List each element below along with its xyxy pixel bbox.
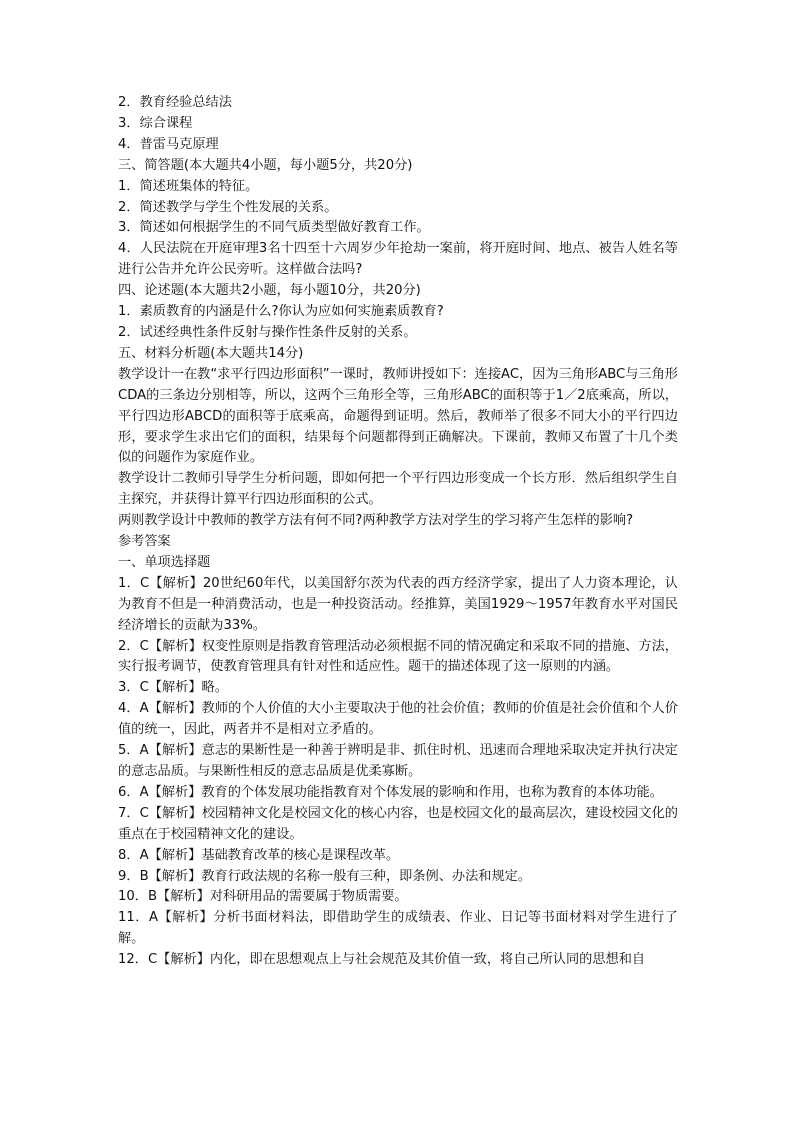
text-line: 2．简述教学与学生个性发展的关系。 [118, 199, 338, 215]
section-heading: 参考答案 [118, 534, 171, 550]
section-heading: 一、单项选择题 [118, 554, 211, 570]
answer-item: 12．C【解析】内化，即在思想观点上与社会规范及其价值一致，将自己所认同的思想和自 [118, 952, 646, 968]
paragraph: 教学设计二教师引导学生分析问题，即如何把一个平行四边形变成一个长方形．然后组织学生自主探究，并获得计算平行四边形面积的公式。 [118, 471, 678, 508]
answer-item: 3．C【解析】略。 [118, 680, 228, 696]
answer-item: 1．C【解析】20世纪60年代，以美国舒尔茨为代表的西方经济学家，提出了人力资本理论，认为教育不但是一种消费活动，也是一种投资活动。经推算，美国1929～1957年教育水平对国民经济增长的贡献为33%。 [118, 575, 678, 633]
text-line: 3．综合课程 [118, 115, 193, 131]
paragraph: 教学设计一在教“求平行四边形面积”一课时，教师讲授如下：连接AC，因为三角形ABC与三角形CDA的三条边分别相等，所以，这两个三角形全等，三角形ABC的面积等于1／2底乘高，所以，平行四边形ABCD的面积等于底乘高，命题得到证明。然后，教师举了很多不同大小的平行四边形，要求学生求出它们的面积，结果每个问题都得到正确解决。下课前，教师又布置了十几个类似的问题作为家庭作业。 [118, 366, 678, 466]
text-line: 2．教育经验总结法 [118, 95, 232, 110]
answer-item: 6．A【解析】教育的个体发展功能指教育对个体发展的影响和作用，也称为教育的本体功能。 [118, 784, 663, 800]
answer-item: 8．A【解析】基础教育改革的核心是课程改革。 [118, 847, 400, 863]
text-line: 1．素质教育的内涵是什么?你认为应如何实施素质教育? [118, 304, 444, 320]
section-heading: 五、材料分析题(本大题共14分) [118, 345, 304, 361]
text-line: 3．简述如何根据学生的不同气质类型做好教育工作。 [118, 220, 430, 236]
answer-item: 4．A【解析】教师的个人价值的大小主要取决于他的社会价值；教师的价值是社会价值和个人价值的统一，因此，两者并不是相对立矛盾的。 [118, 701, 678, 738]
answer-item: 11．A【解析】分析书面材料法，即借助学生的成绩表、作业、日记等书面材料对学生进行了解。 [118, 910, 678, 947]
text-line: 4．普雷马克原理 [118, 136, 219, 152]
answer-item: 9．B【解析】教育行政法规的名称一般有三种，即条例、办法和规定。 [118, 868, 532, 884]
text-line: 两则教学设计中教师的教学方法有何不同?两种教学方法对学生的学习将产生怎样的影响? [118, 513, 634, 529]
section-heading: 三、简答题(本大题共4小题，每小题5分，共20分) [118, 157, 413, 173]
text-line: 4．人民法院在开庭审理3名十四至十六周岁少年抢劫一案前，将开庭时间、地点、被告人姓名等进行公告并允许公民旁听。这样做合法吗? [118, 241, 678, 278]
text-line: 1．简述班集体的特征。 [118, 178, 259, 194]
text-line: 2．试述经典性条件反射与操作性条件反射的关系。 [118, 324, 417, 340]
answer-item: 10．B【解析】对科研用品的需要属于物质需要。 [118, 889, 408, 905]
answer-item: 5．A【解析】意志的果断性是一种善于辨明是非、抓住时机、迅速而合理地采取决定并执行决定的意志品质。与果断性相反的意志品质是优柔寡断。 [118, 743, 678, 779]
answer-item: 2．C【解析】权变性原则是指教育管理活动必须根据不同的情况确定和采取不同的措施、方法，实行报考调节，使教育管理具有针对性和适应性。题干的描述体现了这一原则的内涵。 [118, 638, 678, 675]
document-page [118, 93, 678, 971]
answer-item: 7．C【解析】校园精神文化是校园文化的核心内容，也是校园文化的最高层次，建设校园文化的重点在于校园精神文化的建设。 [118, 805, 678, 842]
section-heading: 四、论述题(本大题共2小题，每小题10分，共20分) [118, 283, 421, 299]
